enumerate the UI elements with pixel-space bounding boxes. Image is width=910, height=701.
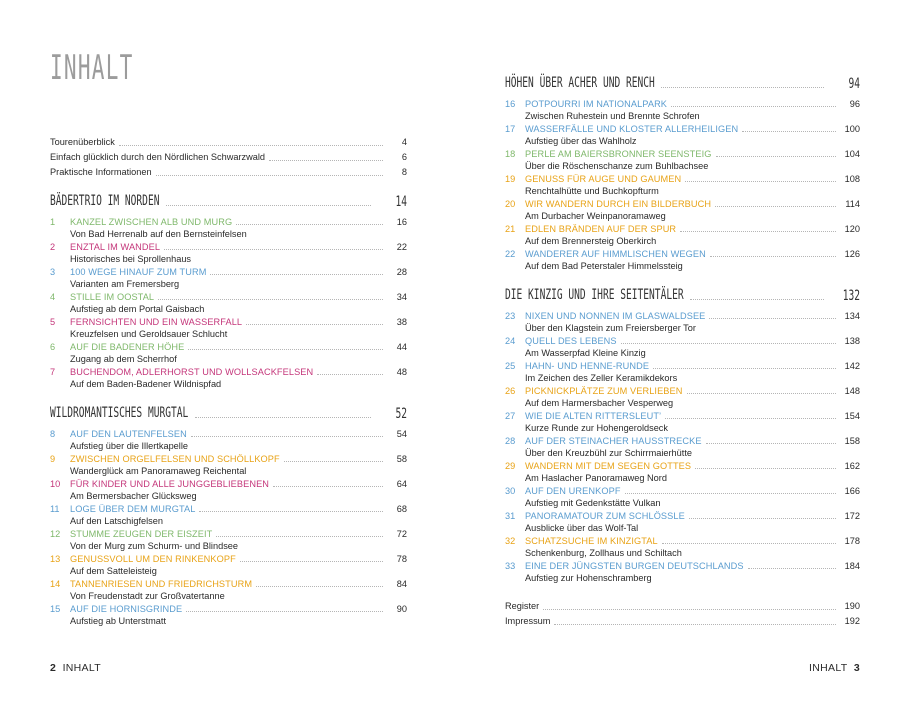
tour-subtitle: Im Zeichen des Zeller Keramikdekors bbox=[525, 373, 678, 383]
tour-entry[interactable] bbox=[50, 478, 407, 503]
tour-title: SCHATZSUCHE IM KINZIGTAL bbox=[525, 536, 658, 546]
tour-number: 7 bbox=[50, 367, 56, 377]
section-header[interactable]: DIE KINZIG UND IHRE SEITENTÄLER 132 bbox=[505, 287, 860, 304]
toc-label: Praktische Informationen bbox=[50, 167, 152, 177]
tour-page: 126 bbox=[844, 249, 860, 259]
tour-subtitle: Auf dem Brennersteig Oberkirch bbox=[525, 236, 657, 246]
tour-number: 10 bbox=[50, 479, 61, 489]
toc-row[interactable] bbox=[505, 615, 860, 628]
tour-subtitle: Wanderglück am Panoramaweg Reichental bbox=[70, 466, 247, 476]
toc-page: 4 bbox=[401, 137, 407, 147]
tour-entry[interactable] bbox=[50, 603, 407, 628]
tour-subtitle: Auf dem Bad Peterstaler Himmelssteig bbox=[525, 261, 683, 271]
tour-number: 6 bbox=[50, 342, 56, 352]
tour-number: 14 bbox=[50, 579, 61, 589]
tour-page: 38 bbox=[396, 317, 407, 327]
tour-title: PICKNICKPLÄTZE ZUM VERLIEBEN bbox=[525, 386, 683, 396]
tour-title: EINE DER JÜNGSTEN BURGEN DEUTSCHLANDS bbox=[525, 561, 744, 571]
tour-number: 16 bbox=[505, 99, 516, 109]
section-page: 14 bbox=[395, 194, 407, 210]
tour-subtitle: Am Haslacher Panoramaweg Nord bbox=[525, 473, 667, 483]
tour-number: 1 bbox=[50, 217, 56, 227]
tour-page: 120 bbox=[844, 224, 860, 234]
tour-entry[interactable] bbox=[50, 578, 407, 603]
tour-number: 33 bbox=[505, 561, 516, 571]
tour-subtitle: Kurze Runde zur Hohengeroldseck bbox=[525, 423, 668, 433]
toc-page: 6 bbox=[401, 152, 407, 162]
tour-title: LOGE ÜBER DEM MURGTAL bbox=[70, 504, 196, 514]
tour-page: 100 bbox=[844, 124, 860, 134]
tour-entry[interactable] bbox=[505, 173, 860, 198]
tour-page: 158 bbox=[844, 436, 860, 446]
tour-subtitle: Renchtalhütte und Buchkopfturm bbox=[525, 186, 659, 196]
tour-subtitle: Am Bermersbacher Glücksweg bbox=[70, 491, 197, 501]
tour-title: HAHN- UND HENNE-RUNDE bbox=[525, 361, 650, 371]
toc-page: 8 bbox=[401, 167, 407, 177]
tour-title: PERLE AM BAIERSBRONNER SEENSTEIG bbox=[525, 149, 712, 159]
tour-number: 29 bbox=[505, 461, 516, 471]
tour-entry[interactable] bbox=[505, 123, 860, 148]
appendix-list bbox=[505, 600, 860, 628]
tour-subtitle: Aufstieg zur Hohenschramberg bbox=[525, 573, 652, 583]
toc-page: 190 bbox=[844, 601, 860, 611]
tour-entry[interactable] bbox=[505, 248, 860, 273]
tour-number: 26 bbox=[505, 386, 516, 396]
tour-title: NIXEN UND NONNEN IM GLASWALDSEE bbox=[525, 311, 706, 321]
tour-number: 23 bbox=[505, 311, 516, 321]
tour-page: 90 bbox=[396, 604, 407, 614]
tour-number: 22 bbox=[505, 249, 516, 259]
tour-number: 21 bbox=[505, 224, 516, 234]
tour-subtitle: Aufstieg über die Illertkapelle bbox=[70, 441, 188, 451]
tour-number: 3 bbox=[50, 267, 56, 277]
tour-number: 11 bbox=[50, 504, 60, 514]
tour-title: STILLE IM OOSTAL bbox=[70, 292, 155, 302]
tour-number: 12 bbox=[50, 529, 61, 539]
tour-page: 154 bbox=[844, 411, 860, 421]
tour-number: 25 bbox=[505, 361, 516, 371]
tour-subtitle: Auf den Latschigfelsen bbox=[70, 516, 163, 526]
tour-entry[interactable] bbox=[50, 453, 407, 478]
tour-subtitle: Über den Kreuzbühl zur Schirrmaierhütte bbox=[525, 448, 692, 458]
tour-page: 68 bbox=[396, 504, 407, 514]
tour-page: 108 bbox=[844, 174, 860, 184]
section-list bbox=[505, 70, 860, 273]
intro-list bbox=[50, 136, 407, 179]
tour-title: PANORAMATOUR ZUM SCHLÖSSLE bbox=[525, 511, 685, 521]
toc-row[interactable] bbox=[50, 166, 407, 179]
tour-number: 13 bbox=[50, 554, 61, 564]
tour-entry[interactable] bbox=[505, 223, 860, 248]
tour-page: 54 bbox=[396, 429, 407, 439]
tour-number: 17 bbox=[505, 124, 516, 134]
tour-entry[interactable] bbox=[505, 410, 860, 435]
page-footer bbox=[809, 662, 860, 674]
tour-entry[interactable] bbox=[505, 435, 860, 460]
tour-title: ENZTAL IM WANDEL bbox=[70, 242, 161, 252]
tour-title: FERNSICHTEN UND EIN WASSERFALL bbox=[70, 317, 243, 327]
tour-subtitle: Aufstieg mit Gedenkstätte Vulkan bbox=[525, 498, 661, 508]
tour-title: WIR WANDERN DURCH EIN BILDERBUCH bbox=[525, 199, 712, 209]
tour-subtitle: Auf dem Satteleisteig bbox=[70, 566, 157, 576]
tour-title: GENUSS FÜR AUGE UND GAUMEN bbox=[525, 174, 682, 184]
toc-label: Register bbox=[505, 601, 540, 611]
tour-subtitle: Ausblicke über das Wolf-Tal bbox=[525, 523, 639, 533]
tour-page: 178 bbox=[844, 536, 860, 546]
toc-page: 192 bbox=[844, 616, 860, 626]
tour-number: 19 bbox=[505, 174, 516, 184]
tour-number: 5 bbox=[50, 317, 56, 327]
tour-entry[interactable] bbox=[505, 310, 860, 335]
tour-title: GENUSSVOLL UM DEN RINKENKOPF bbox=[70, 554, 236, 564]
section-list bbox=[505, 282, 860, 585]
tour-number: 4 bbox=[50, 292, 56, 302]
tour-title: QUELL DES LEBENS bbox=[525, 336, 617, 346]
section-page: 132 bbox=[842, 288, 860, 304]
tour-page: 72 bbox=[396, 529, 407, 539]
tour-subtitle: Varianten am Fremersberg bbox=[70, 279, 180, 289]
section-list bbox=[50, 188, 407, 391]
tour-entry[interactable] bbox=[50, 528, 407, 553]
section-header[interactable]: HÖHEN ÜBER ACHER UND RENCH 94 bbox=[505, 75, 860, 92]
tour-number: 20 bbox=[505, 199, 516, 209]
tour-number: 18 bbox=[505, 149, 516, 159]
toc-row[interactable] bbox=[50, 151, 407, 164]
tour-subtitle: Kreuzfelsen und Geroldsauer Schlucht bbox=[70, 329, 228, 339]
toc-label: Impressum bbox=[505, 616, 551, 626]
tour-number: 31 bbox=[505, 511, 516, 521]
tour-subtitle: Von Bad Herrenalb auf den Bernsteinfelsen bbox=[70, 229, 247, 239]
tour-entry[interactable] bbox=[505, 335, 860, 360]
tour-entry[interactable] bbox=[505, 485, 860, 510]
tour-title: WANDERN MIT DEM SEGEN GOTTES bbox=[525, 461, 692, 471]
tour-title: AUF DIE BADENER HÖHE bbox=[70, 342, 185, 352]
tour-subtitle: Am Durbacher Weinpanoramaweg bbox=[525, 211, 666, 221]
tour-page: 84 bbox=[396, 579, 407, 589]
tour-entry[interactable] bbox=[50, 553, 407, 578]
tour-title: AUF DEN LAUTENFELSEN bbox=[70, 429, 187, 439]
toc-row[interactable] bbox=[50, 136, 407, 149]
page-title: INHALT bbox=[50, 48, 134, 88]
tour-page: 148 bbox=[844, 386, 860, 396]
tour-page: 96 bbox=[849, 99, 860, 109]
tour-page: 166 bbox=[844, 486, 860, 496]
tour-entry[interactable] bbox=[505, 98, 860, 123]
tour-page: 134 bbox=[844, 311, 860, 321]
tour-subtitle: Zugang ab dem Scherrhof bbox=[70, 354, 177, 364]
tour-title: BUCHENDOM, ADLERHORST UND WOLLSACKFELSEN bbox=[70, 367, 314, 377]
tour-number: 2 bbox=[50, 242, 56, 252]
tour-page: 162 bbox=[844, 461, 860, 471]
tour-entry[interactable] bbox=[505, 360, 860, 385]
page-footer bbox=[50, 662, 101, 674]
tour-page: 48 bbox=[396, 367, 407, 377]
tour-title: AUF DIE HORNISGRINDE bbox=[70, 604, 183, 614]
tour-entry[interactable] bbox=[505, 385, 860, 410]
tour-subtitle: Zwischen Ruhestein und Brennte Schrofen bbox=[525, 111, 700, 121]
toc-row[interactable] bbox=[505, 600, 860, 613]
footer-label: INHALT bbox=[809, 662, 848, 674]
tour-number: 8 bbox=[50, 429, 56, 439]
tour-subtitle: Auf dem Harmersbacher Vesperweg bbox=[525, 398, 674, 408]
tour-page: 172 bbox=[844, 511, 860, 521]
tour-entry[interactable] bbox=[50, 503, 407, 528]
tour-subtitle: Aufstieg über das Wahlholz bbox=[525, 136, 637, 146]
tour-entry[interactable] bbox=[505, 460, 860, 485]
tour-title: POTPOURRI IM NATIONALPARK bbox=[525, 99, 668, 109]
tour-page: 184 bbox=[844, 561, 860, 571]
section-header[interactable]: WILDROMANTISCHES MURGTAL 52 bbox=[50, 405, 407, 422]
tour-page: 16 bbox=[396, 217, 407, 227]
tour-entry[interactable] bbox=[50, 428, 407, 453]
tour-title: WIE DIE ALTEN RITTERSLEUT’ bbox=[525, 411, 662, 421]
page-number: 2 bbox=[50, 662, 57, 674]
tour-page: 78 bbox=[396, 554, 407, 564]
right-page bbox=[455, 0, 910, 701]
tour-page: 22 bbox=[396, 242, 407, 252]
tour-entry[interactable] bbox=[50, 341, 407, 366]
tour-page: 34 bbox=[396, 292, 407, 302]
tour-title: AUF DER STEINACHER HAUSSTRECKE bbox=[525, 436, 702, 446]
tour-subtitle: Auf dem Baden-Badener Wildnispfad bbox=[70, 379, 222, 389]
tour-entry[interactable] bbox=[505, 535, 860, 560]
tour-entry[interactable] bbox=[50, 366, 407, 391]
tour-page: 114 bbox=[845, 199, 860, 209]
tour-subtitle: Am Wasserpfad Kleine Kinzig bbox=[525, 348, 646, 358]
tour-page: 44 bbox=[396, 342, 407, 352]
toc-label: Einfach glücklich durch den Nördlichen Schwarzwald bbox=[50, 152, 265, 162]
footer-label: INHALT bbox=[62, 662, 101, 674]
tour-page: 64 bbox=[396, 479, 407, 489]
tour-subtitle: Von Freudenstadt zur Großvatertanne bbox=[70, 591, 225, 601]
tour-title: ZWISCHEN ORGELFELSEN UND SCHÖLLKOPF bbox=[70, 454, 280, 464]
tour-number: 32 bbox=[505, 536, 516, 546]
tour-entry[interactable] bbox=[505, 198, 860, 223]
tour-title: WASSERFÄLLE UND KLOSTER ALLERHEILIGEN bbox=[525, 124, 739, 134]
tour-title: KANZEL ZWISCHEN ALB UND MURG bbox=[70, 217, 233, 227]
tour-title: FÜR KINDER UND ALLE JUNGGEBLIEBENEN bbox=[70, 479, 270, 489]
tour-title: EDLEN BRÄNDEN AUF DER SPUR bbox=[525, 224, 677, 234]
section-list bbox=[50, 400, 407, 628]
tour-number: 9 bbox=[50, 454, 56, 464]
tour-entry[interactable] bbox=[505, 148, 860, 173]
tour-title: 100 WEGE HINAUF ZUM TURM bbox=[70, 267, 207, 277]
tour-entry[interactable] bbox=[505, 560, 860, 585]
tour-entry[interactable] bbox=[50, 216, 407, 241]
tour-subtitle: Aufstieg ab Unterstmatt bbox=[70, 616, 167, 626]
toc-label: Tourenüberblick bbox=[50, 137, 115, 147]
tour-number: 28 bbox=[505, 436, 516, 446]
tour-subtitle: Über den Klagstein zum Freiersberger Tor bbox=[525, 323, 696, 333]
tour-subtitle: Aufstieg ab dem Portal Gaisbach bbox=[70, 304, 205, 314]
tour-subtitle: Schenkenburg, Zollhaus und Schiltach bbox=[525, 548, 682, 558]
tour-page: 104 bbox=[844, 149, 860, 159]
tour-entry[interactable] bbox=[505, 510, 860, 535]
tour-subtitle: Über die Röschenschanze zum Buhlbachsee bbox=[525, 161, 709, 171]
tour-number: 24 bbox=[505, 336, 516, 346]
section-page: 94 bbox=[848, 76, 860, 92]
tour-title: WANDERER AUF HIMMLISCHEN WEGEN bbox=[525, 249, 706, 259]
tour-page: 142 bbox=[844, 361, 860, 371]
tour-title: AUF DEN URENKOPF bbox=[525, 486, 621, 496]
tour-subtitle: Von der Murg zum Schurm- und Blindsee bbox=[70, 541, 239, 551]
tour-number: 27 bbox=[505, 411, 516, 421]
section-header[interactable]: BÄDERTRIO IM NORDEN 14 bbox=[50, 193, 407, 210]
tour-title: STUMME ZEUGEN DER EISZEIT bbox=[70, 529, 213, 539]
tour-subtitle: Historisches bei Sprollenhaus bbox=[70, 254, 192, 264]
tour-number: 15 bbox=[50, 604, 61, 614]
tour-page: 138 bbox=[844, 336, 860, 346]
tour-page: 58 bbox=[396, 454, 407, 464]
page-number: 3 bbox=[853, 662, 860, 674]
tour-entry[interactable] bbox=[50, 266, 407, 291]
tour-entry[interactable] bbox=[50, 241, 407, 266]
tour-number: 30 bbox=[505, 486, 516, 496]
tour-title: TANNENRIESEN UND FRIEDRICHSTURM bbox=[70, 579, 253, 589]
tour-entry[interactable] bbox=[50, 291, 407, 316]
tour-page: 28 bbox=[396, 267, 407, 277]
section-page: 52 bbox=[395, 406, 407, 422]
tour-entry[interactable] bbox=[50, 316, 407, 341]
